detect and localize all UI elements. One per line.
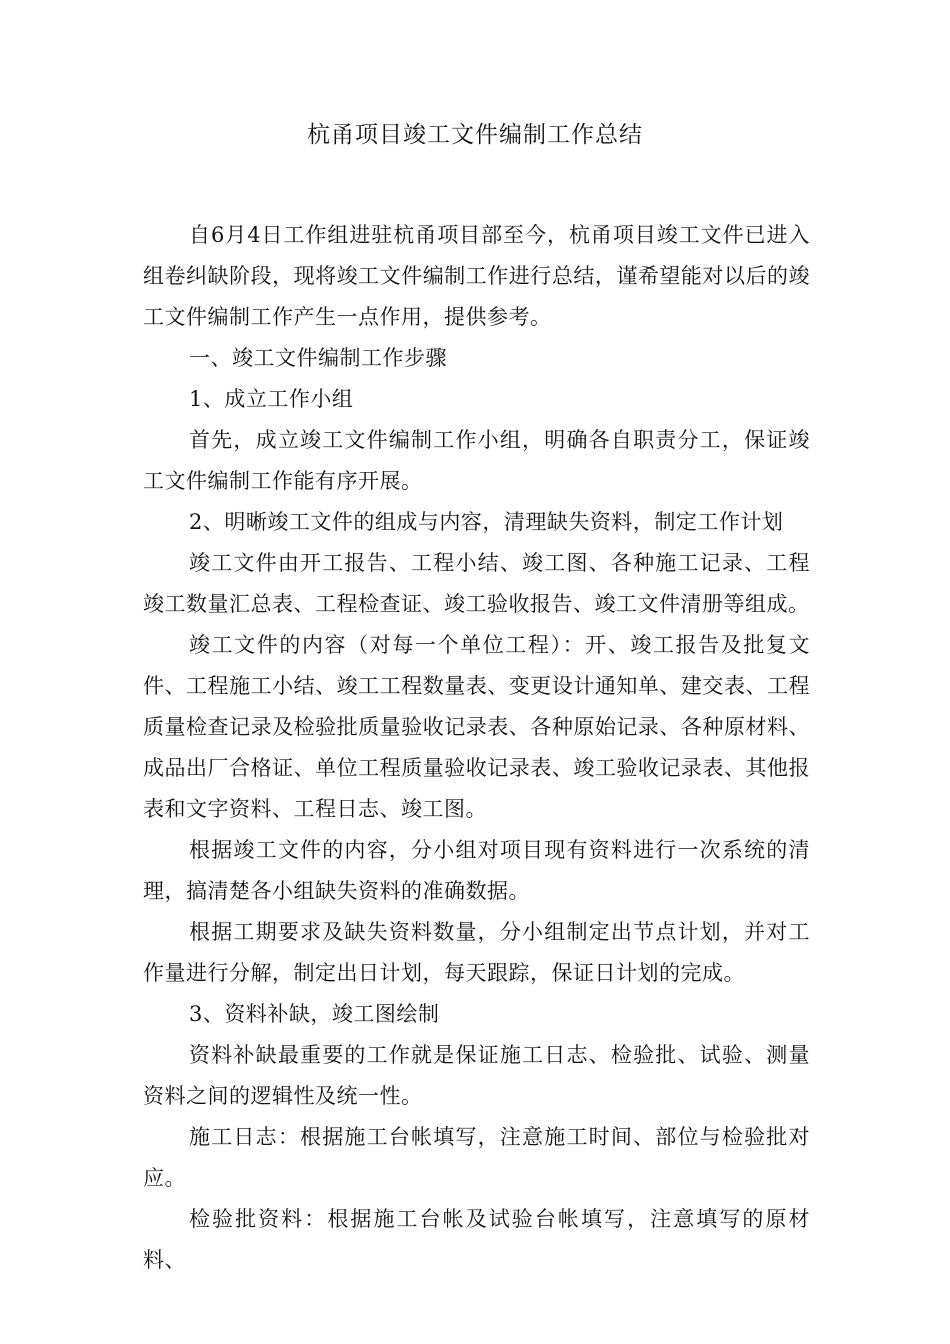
paragraph: 根据竣工文件的内容，分小组对项目现有资料进行一次系统的清理，搞清楚各小组缺失资料的准确数据。	[143, 838, 810, 903]
paragraph: 资料补缺最重要的工作就是保证施工日志、检验批、试验、测量资料之间的逻辑性及统一性。	[143, 1043, 810, 1108]
paragraph: 自6月4日工作组进驻杭甬项目部至今，杭甬项目竣工文件已进入组卷纠缺阶段，现将竣工文件编制工作进行总结，谨希望能对以后的竣工文件编制工作产生一点作用，提供参考。	[143, 223, 810, 329]
section-heading: 一、竣工文件编制工作步骤	[189, 346, 447, 370]
document-title: 杭甬项目竣工文件编制工作总结	[307, 122, 643, 148]
paragraph: 根据工期要求及缺失资料数量，分小组制定出节点计划，并对工作量进行分解，制定出日计划，每天跟踪，保证日计划的完成。	[143, 920, 810, 985]
paragraph: 首先，成立竣工文件编制工作小组，明确各自职责分工，保证竣工文件编制工作能有序开展。	[143, 428, 810, 493]
paragraph: 施工日志：根据施工台帐填写，注意施工时间、部位与检验批对应。	[143, 1125, 810, 1190]
subsection-heading: 1、成立工作小组	[189, 387, 354, 411]
paragraph: 竣工文件由开工报告、工程小结、竣工图、各种施工记录、工程竣工数量汇总表、工程检查证、竣工验收报告、竣工文件清册等组成。	[143, 551, 810, 616]
subsection-heading: 3、资料补缺，竣工图绘制	[189, 1002, 440, 1026]
document-body	[143, 215, 810, 1281]
subsection-heading: 2、明晰竣工文件的组成与内容，清理缺失资料，制定工作计划	[189, 510, 784, 534]
paragraph: 检验批资料：根据施工台帐及试验台帐填写，注意填写的原材料、	[143, 1207, 810, 1272]
paragraph: 竣工文件的内容（对每一个单位工程）：开、竣工报告及批复文件、工程施工小结、竣工工程数量表、变更设计通知单、建交表、工程质量检查记录及检验批质量验收记录表、各种原始记录、各种原材料、成品出厂合格证、单位工程质量验收记录表、竣工验收记录表、其他报表和文字资料、工程日志、竣工图。	[143, 633, 810, 821]
